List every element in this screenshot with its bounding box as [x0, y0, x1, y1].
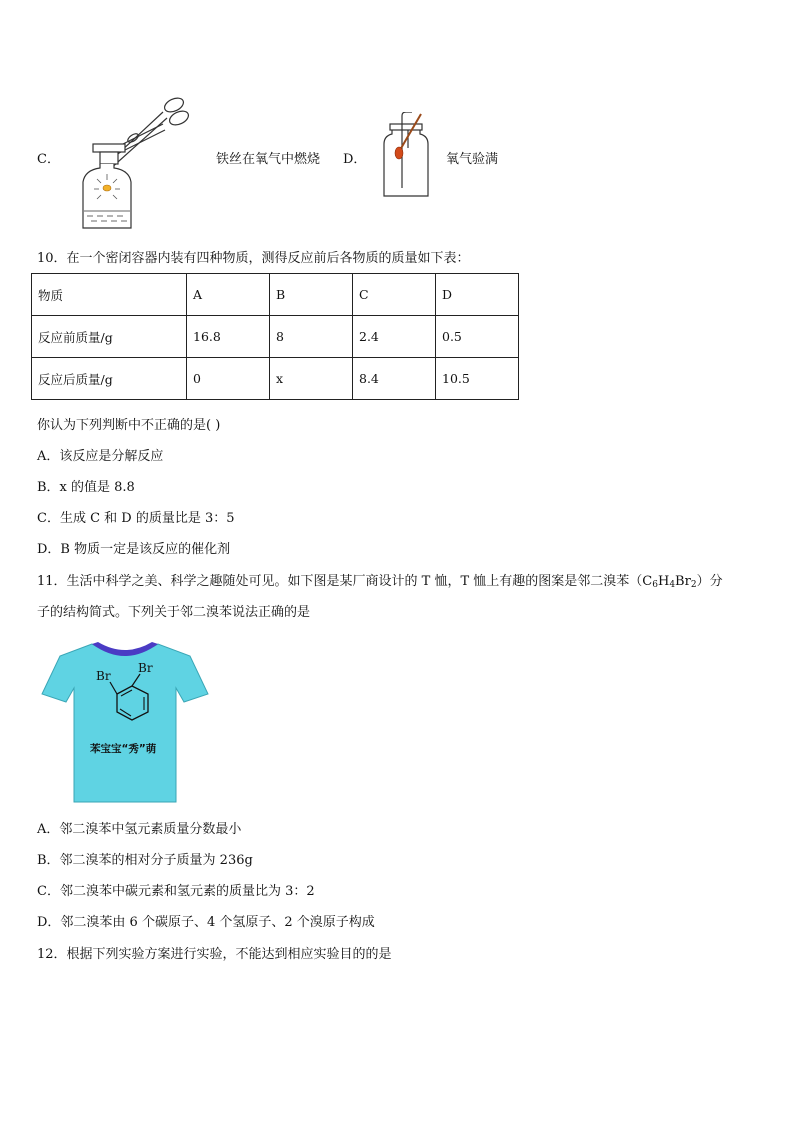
subscript-2: 2 — [690, 580, 697, 590]
table-cell: 0.5 — [436, 316, 519, 358]
question-11-stem-line2: 子的结构简式。下列关于邻二溴苯说法正确的是 — [37, 605, 311, 620]
table-cell: 8.4 — [353, 358, 436, 400]
table-header-row — [32, 274, 519, 316]
option-d-caption: 氧气验满 — [446, 152, 499, 167]
question-11-option-b: B．邻二溴苯的相对分子质量为 236g — [37, 853, 253, 868]
question-12-stem: 12．根据下列实验方案进行实验，不能达到相应实验目的的是 — [37, 947, 392, 962]
oxygen-check-full-apparatus-figure — [378, 112, 434, 198]
stem-text-end: ）分 — [696, 574, 723, 589]
question-11-stem-line1 — [37, 574, 723, 593]
question-11-option-d: D．邻二溴苯由 6 个碳原子、4 个氢原子、2 个溴原子构成 — [37, 915, 375, 930]
iron-wire-burning-apparatus-figure — [75, 96, 195, 234]
question-10-prompt: 你认为下列判断中不正确的是( ) — [37, 418, 221, 433]
t-shirt-figure — [40, 638, 210, 804]
table-cell: 10.5 — [436, 358, 519, 400]
br-label-right: Br — [138, 661, 153, 675]
stem-text: 11．生活中科学之美、科学之趣随处可见。如下图是某厂商设计的 T 恤，T 恤上有趣的图案是邻二溴苯（C — [37, 574, 653, 589]
table-row — [32, 358, 519, 400]
table-cell: 16.8 — [187, 316, 270, 358]
question-10-option-c: C．生成 C 和 D 的质量比是 3：5 — [37, 511, 235, 526]
question-10-option-d: D．B 物质一定是该反应的催化剂 — [37, 542, 231, 557]
table-cell: 物质 — [32, 274, 187, 316]
option-c-label: C． — [37, 152, 60, 167]
table-row — [32, 316, 519, 358]
table-cell: B — [270, 274, 353, 316]
question-11-option-c: C．邻二溴苯中碳元素和氢元素的质量比为 3：2 — [37, 884, 315, 899]
option-d-label: D． — [343, 152, 367, 167]
br-label-left: Br — [96, 669, 111, 683]
question-10-option-a: A．该反应是分解反应 — [37, 449, 164, 464]
mass-table — [31, 273, 519, 400]
question-11-option-a: A．邻二溴苯中氢元素质量分数最小 — [37, 822, 242, 837]
question-10-stem: 10．在一个密闭容器内装有四种物质，测得反应前后各物质的质量如下表： — [37, 251, 470, 266]
table-cell: 2.4 — [353, 316, 436, 358]
table-cell: A — [187, 274, 270, 316]
shirt-slogan: 苯宝宝“秀”萌 — [90, 743, 157, 755]
question-10-option-b: B．x 的值是 8.8 — [37, 480, 135, 495]
formula-br: Br — [675, 574, 691, 589]
table-cell: 反应前质量/g — [32, 316, 187, 358]
subscript-6: 6 — [652, 580, 658, 590]
table-cell: D — [436, 274, 519, 316]
table-cell: 0 — [187, 358, 270, 400]
formula-h: H — [657, 574, 670, 589]
option-c-caption: 铁丝在氧气中燃烧 — [216, 152, 321, 167]
subscript-4: 4 — [669, 580, 676, 590]
table-cell: x — [270, 358, 353, 400]
table-cell: 8 — [270, 316, 353, 358]
table-cell: 反应后质量/g — [32, 358, 187, 400]
table-cell: C — [353, 274, 436, 316]
